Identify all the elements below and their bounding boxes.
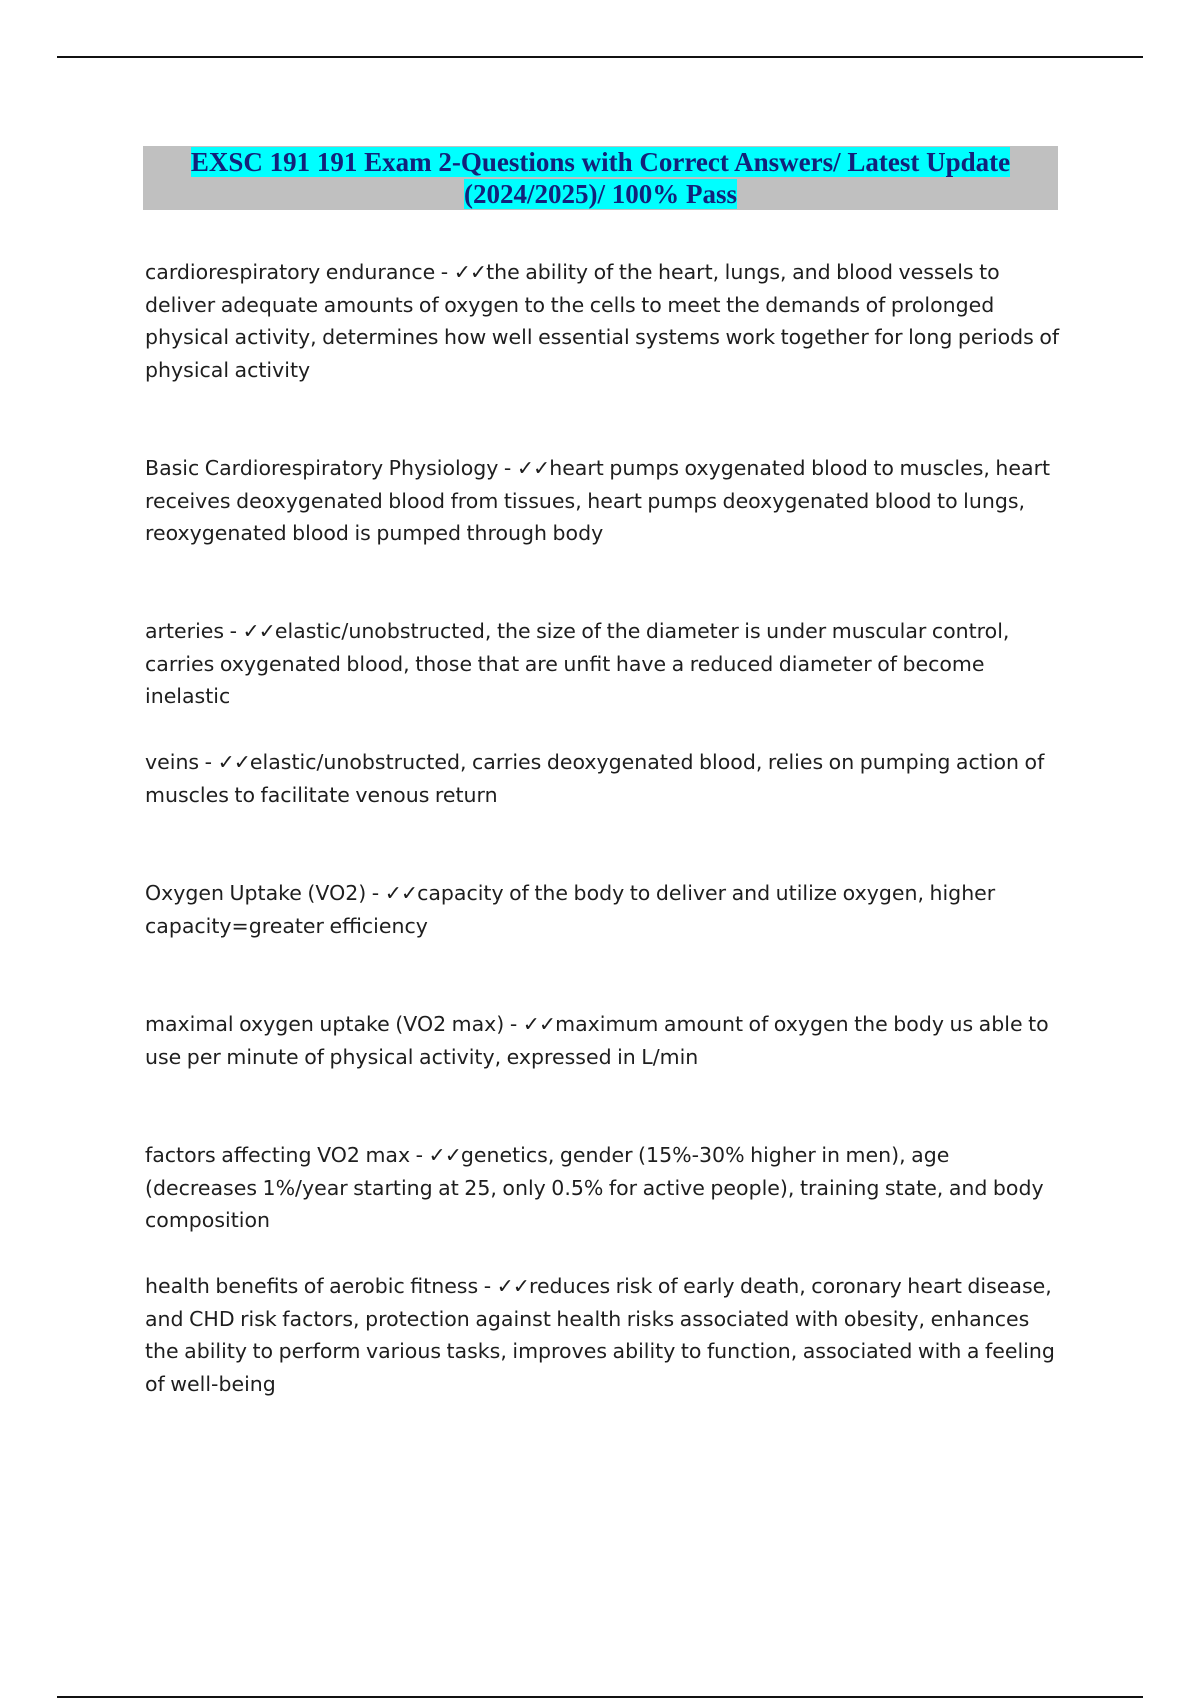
top-rule [57,56,1143,58]
qa-separator: - [366,881,385,905]
double-check-icon: ✓✓ [217,750,250,774]
qa-item [145,877,1065,942]
qa-term: maximal oxygen uptake (VO2 max) [145,1012,505,1036]
qa-definition: elastic/unobstructed, carries deoxygenated blood, relies on pumping action of muscles to facilitate venous return [145,750,1045,807]
qa-definition: the ability of the heart, lungs, and blood vessels to deliver adequate amounts of oxygen to the cells to meet the demands of prolonged physical activity, determines how well essential systems work together for long periods of physical activity [145,260,1060,382]
bottom-rule [57,1696,1143,1698]
double-check-icon: ✓✓ [242,619,275,643]
qa-term: Basic Cardiorespiratory Physiology [145,456,499,480]
qa-term: factors affecting VO2 max [145,1143,411,1167]
qa-definition: elastic/unobstructed, the size of the diameter is under muscular control, carries oxygenated blood, those that are unfit have a reduced diameter of become inelastic [145,619,1010,708]
qa-term: health benefits of aerobic fitness [145,1274,479,1298]
qa-item [145,1270,1065,1400]
double-check-icon: ✓✓ [384,881,418,905]
double-check-icon: ✓✓ [428,1143,461,1167]
qa-definition: reduces risk of early death, coronary heart disease, and CHD risk factors, protection against health risks associated with obesity, enhances the ability to perform various tasks, improves ability to function, associated with a feeling of well-being [145,1274,1055,1396]
document-title [143,146,1058,210]
qa-definition: maximum amount of oxygen the body us able to use per minute of physical activity, expressed in L/min [145,1012,1049,1069]
qa-item [145,615,1065,713]
qa-item [145,1139,1065,1237]
qa-term: cardiorespiratory endurance [145,260,436,284]
qa-term: Oxygen Uptake (VO2) [145,881,367,905]
title-line-1: EXSC 191 191 Exam 2-Questions with Correct Answers/ Latest Update [190,147,1011,177]
qa-definition: capacity of the body to deliver and utilize oxygen, higher capacity=greater efficiency [145,881,996,938]
qa-item [145,452,1065,550]
double-check-icon: ✓✓ [453,260,487,284]
qa-term: arteries [145,619,225,643]
qa-definition: genetics, gender (15%-30% higher in men), age (decreases 1%/year starting at 25, only 0.5% for active people), training state, and body composition [145,1143,1044,1232]
qa-item [145,746,1065,811]
qa-separator: - [410,1143,429,1167]
qa-separator: - [478,1274,497,1298]
double-check-icon: ✓✓ [522,1012,556,1036]
qa-separator: - [504,1012,523,1036]
double-check-icon: ✓✓ [496,1274,529,1298]
qa-separator: - [498,456,517,480]
qa-term: veins [145,750,200,774]
qa-item [145,1008,1065,1073]
qa-definition: heart pumps oxygenated blood to muscles, heart receives deoxygenated blood from tissues, heart pumps deoxygenated blood to lungs, reoxygenated blood is pumped through body [145,456,1051,545]
qa-item [145,256,1065,386]
qa-separator: - [199,750,218,774]
double-check-icon: ✓✓ [516,456,550,480]
qa-separator: - [224,619,243,643]
qa-separator: - [435,260,454,284]
title-line-2: (2024/2025)/ 100% Pass [464,179,737,209]
